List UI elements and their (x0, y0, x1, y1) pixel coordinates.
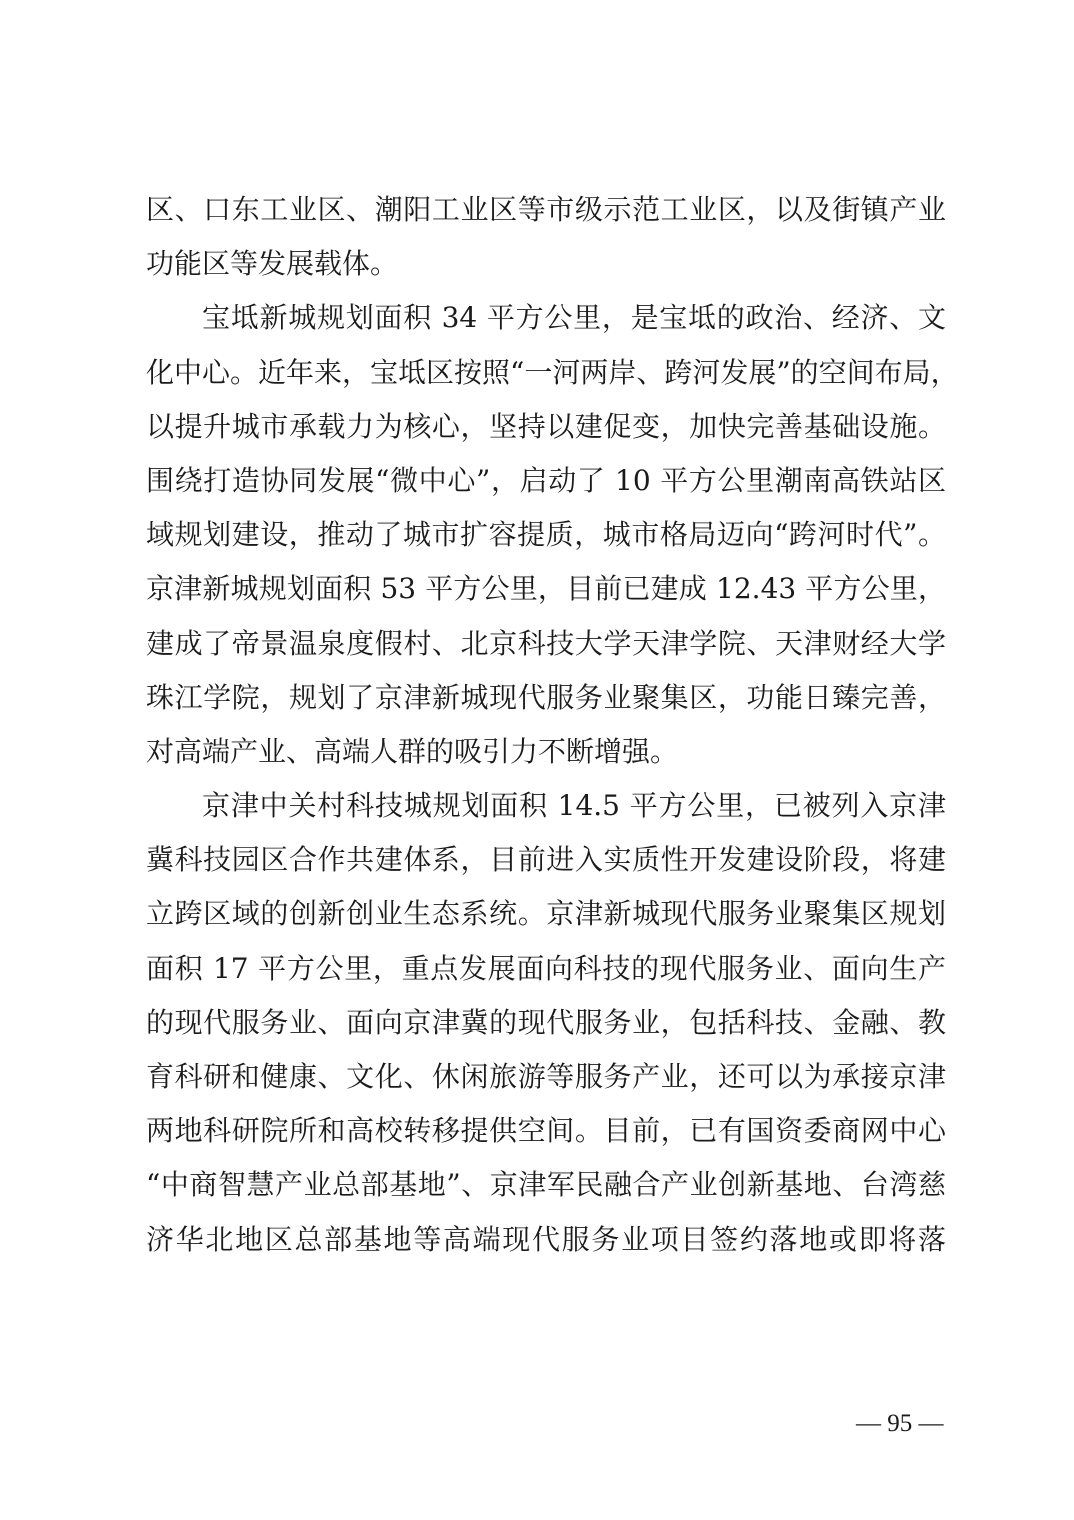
text-line: 冀科技园区合作共建体系，目前进入实质性开发建设阶段，将建 (146, 843, 946, 877)
text-line: 域规划建设，推动了城市扩容提质，城市格局迈向“跨河时代”。 (146, 518, 946, 552)
text-line: 建成了帝景温泉度假村、北京科技大学天津学院、天津财经大学 (146, 626, 946, 660)
text-line: 对高端产业、高端人群的吸引力不断增强。 (146, 734, 679, 768)
text-line: 区、口东工业区、潮阳工业区等市级示范工业区，以及街镇产业 (146, 193, 946, 226)
text-line: 珠江学院，规划了京津新城现代服务业聚集区，功能日臻完善， (146, 680, 946, 714)
text-line: 育科研和健康、文化、休闲旅游等服务产业，还可以为承接京津 (146, 1060, 946, 1093)
text-line: 的现代服务业、面向京津冀的现代服务业，包括科技、金融、教 (146, 1005, 946, 1039)
text-line: 济华北地区总部基地等高端现代服务业项目签约落地或即将落 (146, 1222, 946, 1256)
text-line: 两地科研院所和高校转移提供空间。目前，已有国资委商网中心 (146, 1114, 946, 1148)
text-line: 围绕打造协同发展“微中心”，启动了 10 平方公里潮南高铁站区 (146, 463, 946, 497)
text-line: 以提升城市承载力为核心，坚持以建促变，加快完善基础设施。 (146, 409, 946, 443)
text-line: 京津中关村科技城规划面积 14.5 平方公里，已被列入京津 (202, 789, 946, 823)
text-line: 宝坻新城规划面积 34 平方公里，是宝坻的政治、经济、文 (202, 301, 946, 335)
body-text (146, 183, 959, 1267)
text-line: 化中心。近年来，宝坻区按照“一河两岸、跨河发展”的空间布局， (146, 355, 959, 389)
text-line: 立跨区域的创新创业生态系统。京津新城现代服务业聚集区规划 (146, 897, 946, 931)
text-line: 面积 17 平方公里，重点发展面向科技的现代服务业、面向生产 (146, 951, 946, 985)
text-line: 京津新城规划面积 53 平方公里，目前已建成 12.43 平方公里， (146, 572, 946, 606)
text-line: 功能区等发展载体。 (146, 247, 399, 281)
page-number: — 95 — (856, 1410, 944, 1437)
text-line: “中商智慧产业总部基地”、京津军民融合产业创新基地、台湾慈 (146, 1168, 946, 1202)
